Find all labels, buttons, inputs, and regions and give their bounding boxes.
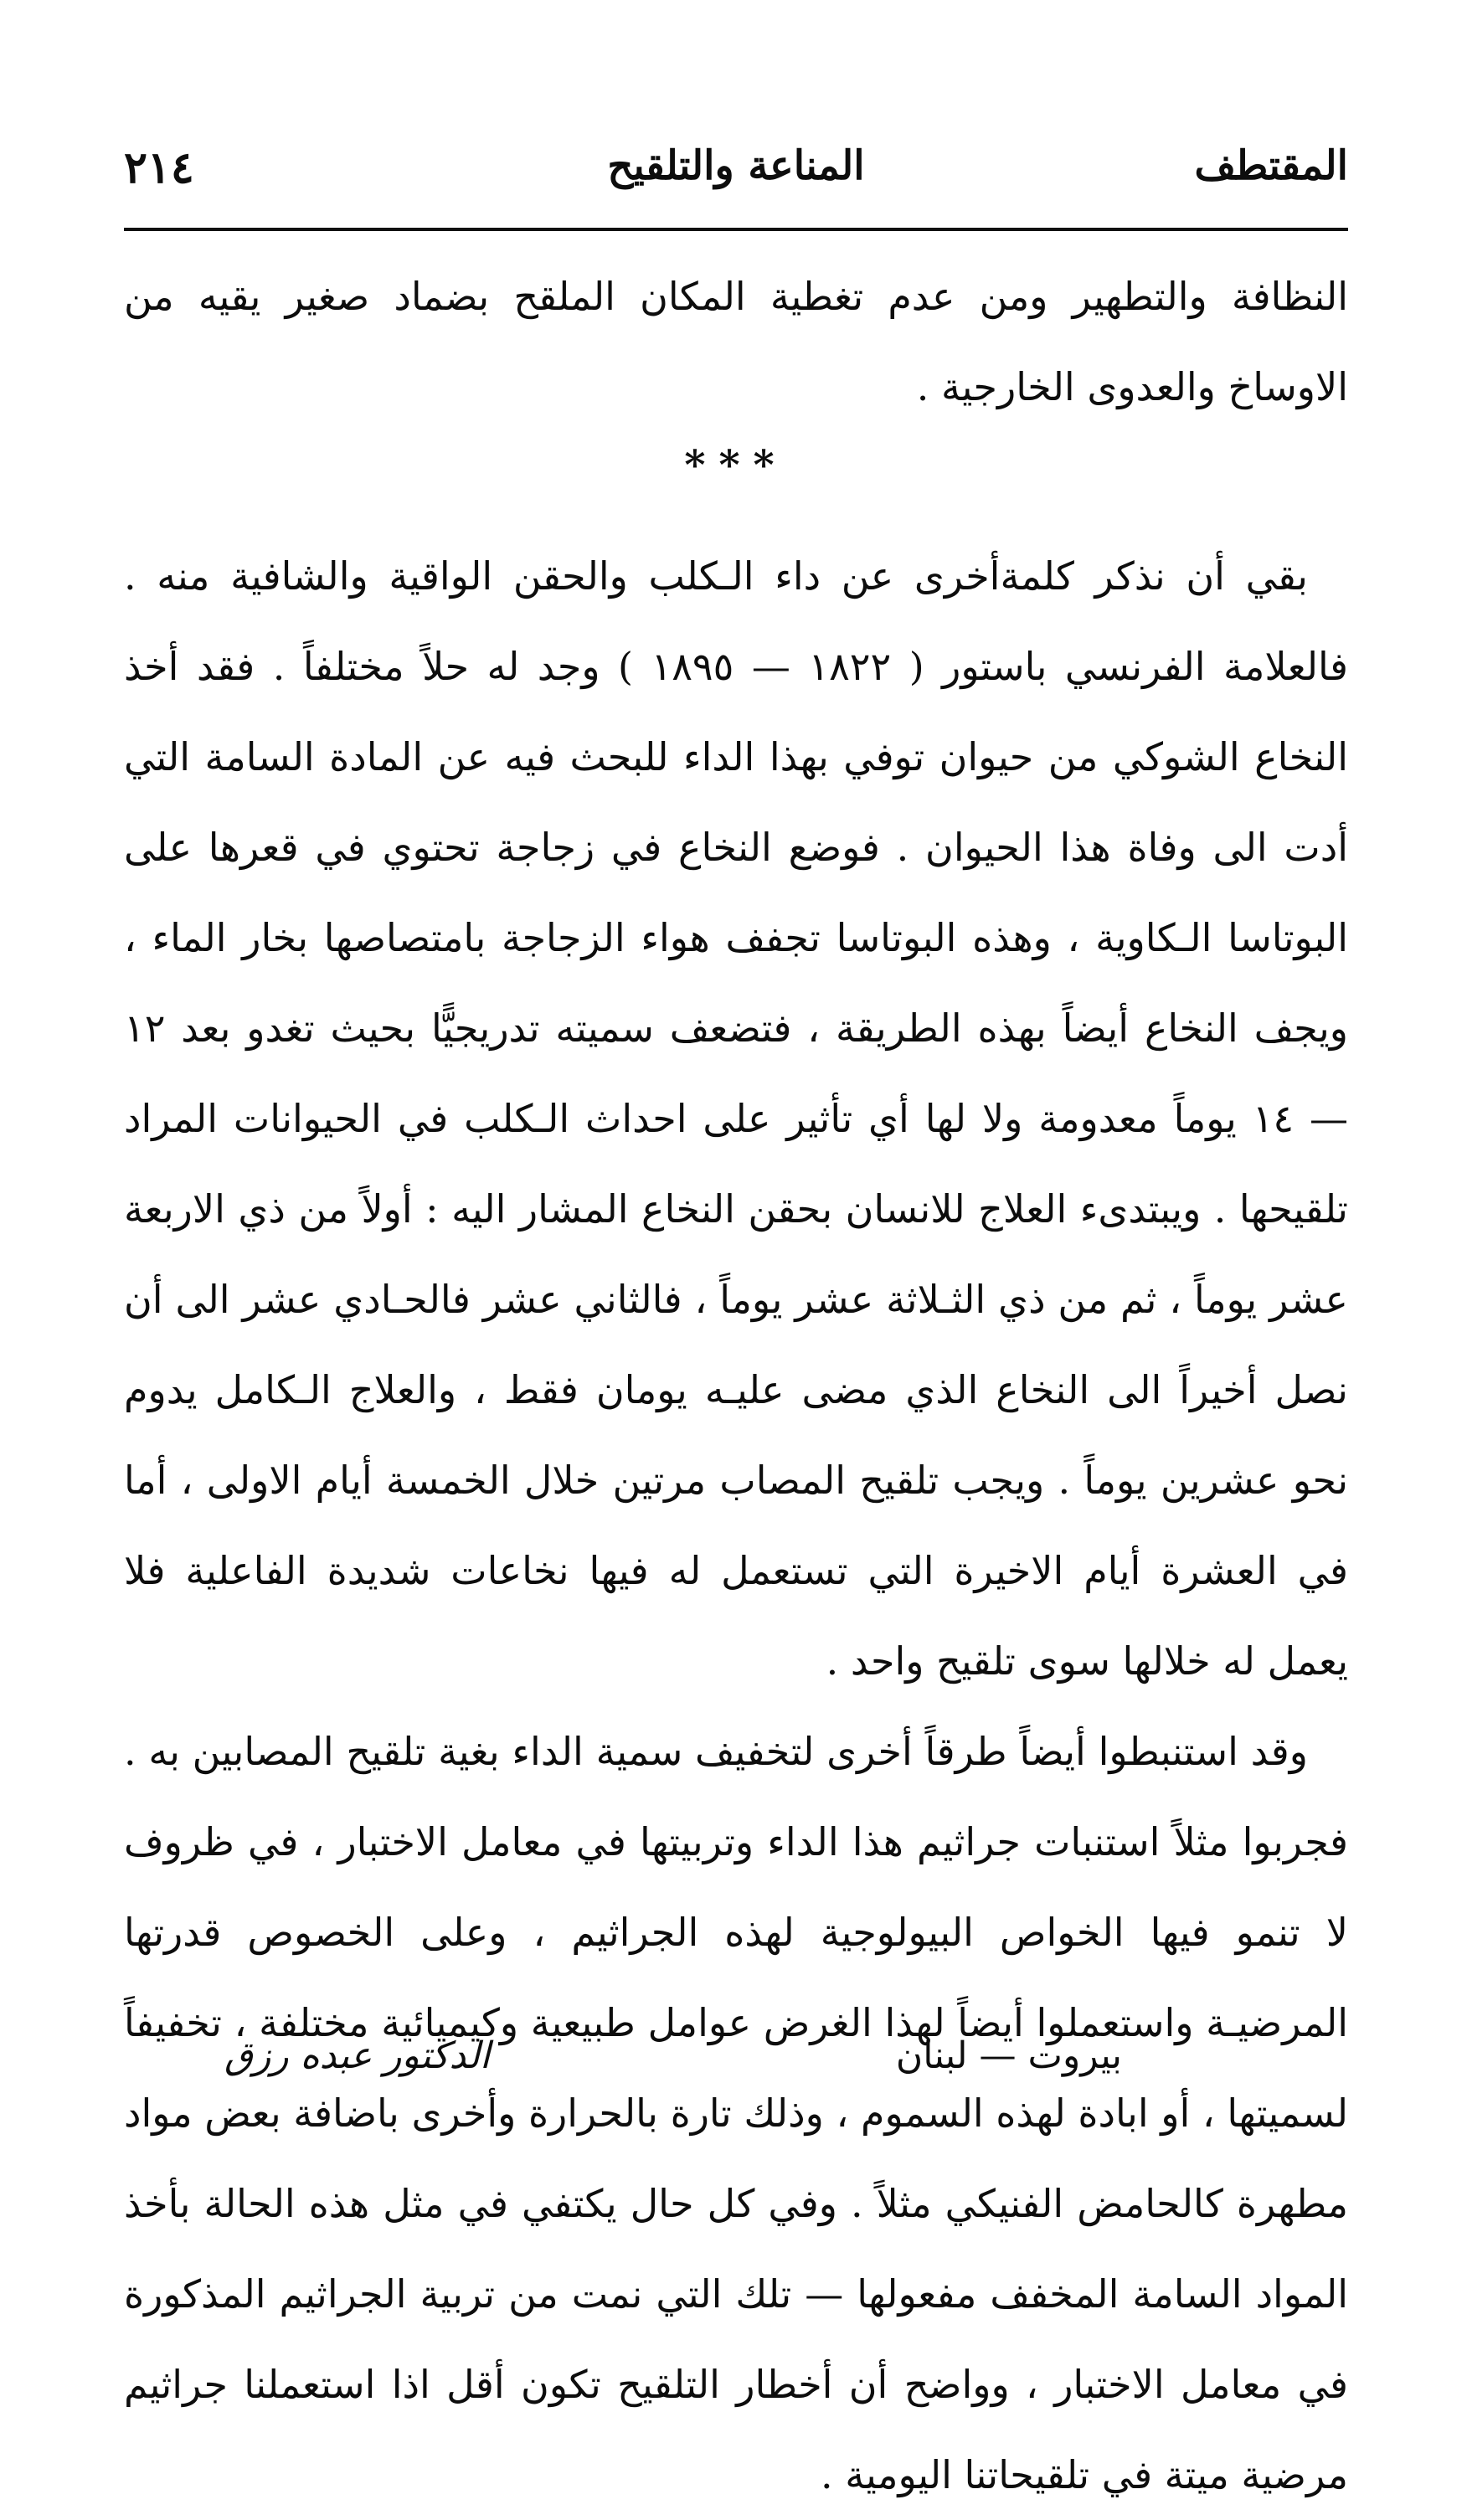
paragraph-2: بقي أن نذكر كلمةأخرى عن داء الـكلب والحقن الواقية والشافية منه . فالعلامة الفرنسي باستور ( ١٨٢٢ — ١٨٩٥ ) وجد له حلاً مختلفاً . فقد أخذ النخاع الشوكي من حيوان توفي بهذا الداء للبحث فيه عن المادة السامة التي أدت الى وفاة هذا الحيوان . فوضع النخاع في زجاجة تحتوي في قعرها على البوتاسا الـكاوية ، وهذه البوتاسا تجفف هواء الزجاجة بامتصاصها بخار الماء ، ويجف النخاع أيضاً بهذه الطريقة ، فتضعف سميته تدريجيًّا بحيث تغدو بعد ١٢ — ١٤ يوماً معدومة ولا لها أي تأثير على احداث الـكلب في الحيوانات المراد تلقيحها . ويبتدىء العلاج للانسان بحقن النخاع المشار اليه : أولاً من ذي الاربعة عشر يوماً ، ثم من ذي الثـلاثة عشر يوماً ، فالثاني عشر فالحـادي عشر الى أن نصل أخيراً الى النخاع الذي مضى عليـه يومان فقط ، والعلاج الـكامل يدوم نحو عشرين يوماً . ويجب تلقيح المصاب مرتين خلال الخمسة أيام الاولى ، أما في العشرة أيام الاخيرة التي تستعمل له فيها نخاعات شديدة الفاعلية فلا يعمل له خلالها سوى تلقيح واحد . <box>124 553 1348 1684</box>
paragraph-3: وقد استنبطوا أيضاً طرقاً أخرى لتخفيف سمية الداء بغية تلقيح المصابين به . فجربوا مثلاً استنبات جراثيم هذا الداء وتربيتها في معامل الاختبار ، في ظروف لا تنمو فيها الخواص البيولوجية لهذه الجراثيم ، وعلى الخصوص قدرتها المرضيـة واستعملوا أيضاً لهذا الغرض عوامل طبيعية وكيميائية مختلفة ، تخفيفاً لسميتها ، أو ابادة لهذه السموم ، وذلك تارة بالحرارة وأخرى باضافة بعض مواد مطهرة كالحامض الفنيكي مثلاً . وفي كل حال يكتفي في مثل هذه الحالة بأخذ المواد السامة المخفف مفعولها — تلك التي نمت من تربية الجراثيم المذكورة في معامل الاختبار ، وواضح أن أخطار التلقيح تكون أقل اذا استعملنا جراثيم مرضية ميتة في تلقيحاتنا اليومية . <box>124 1729 1348 2497</box>
article-title: المناعة والتلقيح <box>607 142 865 189</box>
signature-author: الدكتور عبده رزق <box>224 2034 491 2077</box>
signature-place: بيروت — لبنان <box>895 2034 1122 2077</box>
page-header <box>124 142 1348 209</box>
journal-name: المقتطف <box>1194 142 1348 189</box>
section-separator: *** <box>684 442 788 489</box>
paragraph-1: النظافة والتطهير ومن عدم تغطية المكان الملقح بضماد صغير يقيه من الاوساخ والعدوى الخارجية . <box>124 274 1348 409</box>
signature-line <box>124 2034 1348 2110</box>
header-rule <box>124 228 1348 231</box>
page-number: ٢١٤ <box>124 142 194 193</box>
article-body <box>124 251 1348 2520</box>
